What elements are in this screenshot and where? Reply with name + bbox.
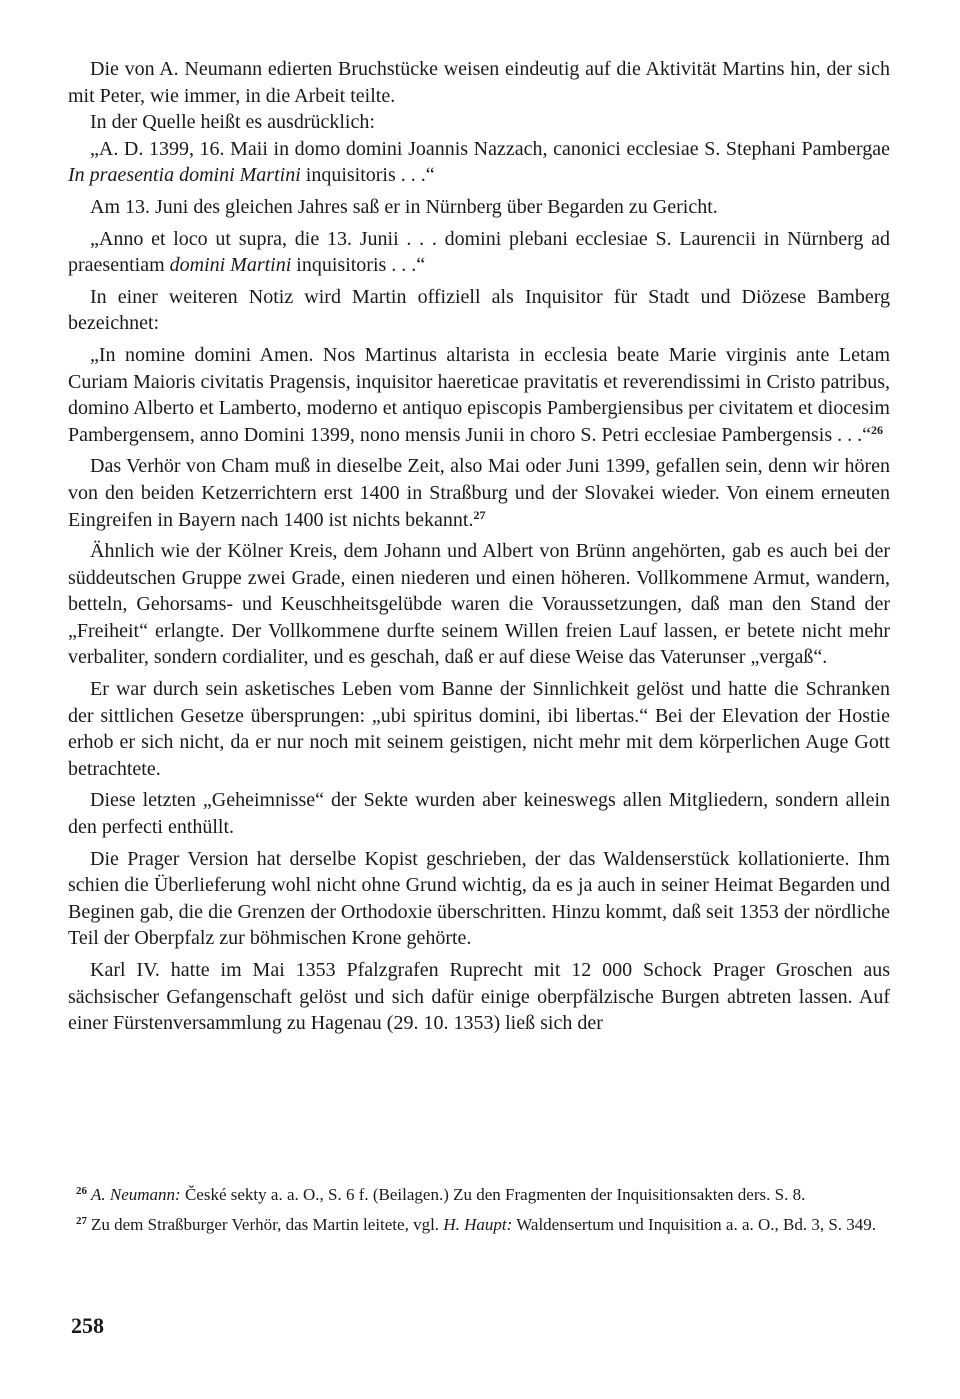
footnote-text: Waldensertum und Inquisition a. a. O., Bd. 3, S. 349. <box>512 1215 877 1234</box>
paragraph-text: Das Verhör von Cham muß in dieselbe Zeit, also Mai oder Juni 1399, gefallen sein, denn wir hören von den beiden Ketzerrichtern erst 1400 in Straßburg und der Slovakei wieder. Von einem erneuten Eingreifen in Bayern nach 1400 ist nichts bekannt. <box>68 455 890 531</box>
paragraph-text: Am 13. Juni des gleichen Jahres saß er in Nürnberg über Begarden zu Gericht. <box>90 195 718 218</box>
paragraph <box>68 284 890 337</box>
paragraph-text: In einer weiteren Notiz wird Martin offiziell als Inquisitor für Stadt und Diözese Bamberg bezeichnet: <box>68 285 890 335</box>
paragraph <box>68 194 890 221</box>
quotation-text: „Anno et loco ut supra, die 13. Junii . . . domini plebani ecclesiae S. Laurencii in Nürnberg ad praesentiam <box>68 227 890 277</box>
paragraph-text: Er war durch sein asketisches Leben vom Banne der Sinnlichkeit gelöst und hatte die Schranken der sittlichen Gesetze übersprungen: „ubi spiritus domini, ibi libertas.“ Bei der Elevation der Hostie erhob er sich nicht, da er nur noch mit seinem geistigen, nicht mehr mit dem körperlichen Auge Gott betrachtete. <box>68 678 890 780</box>
footnote-text: České sekty a. a. O., S. 6 f. (Beilagen.) Zu den Fragmenten der Inquisitionsakten ders. S. 8. <box>180 1185 806 1204</box>
paragraph <box>68 56 890 109</box>
footnote-author: H. Haupt: <box>443 1215 513 1234</box>
quotation <box>68 136 890 189</box>
paragraph <box>68 109 890 136</box>
footnote-number: 27 <box>76 1215 87 1227</box>
footnote <box>68 1182 890 1207</box>
footnote-author: A. Neumann: <box>91 1185 181 1204</box>
quotation-text: „In nomine domini Amen. Nos Martinus altarista in ecclesia beate Marie virginis ante Letam Curiam Maioris civitatis Pragensis, inquisitor haereticae pravitatis et reverendissimi in Cristo patribus, domino Alberto et Lamberto, moderno et antiquo episcopis Pambergiensibus per civitatem et diocesim Pambergensem, anno Domini 1399, nono mensis Junii in choro S. Petri ecclesiae Pambergensis . . .“ <box>68 343 890 446</box>
paragraph <box>68 957 890 1037</box>
footnote <box>68 1212 890 1237</box>
paragraph-text: Diese letzten „Geheimnisse“ der Sekte wurden aber keineswegs allen Mitgliedern, sondern allein den perfecti enthüllt. <box>68 789 890 839</box>
footnote-text: Zu dem Straßburger Verhör, das Martin leitete, vgl. <box>91 1215 444 1234</box>
footnotes <box>68 1182 890 1242</box>
paragraph <box>68 676 890 782</box>
paragraph <box>68 453 890 533</box>
main-text <box>68 56 890 1037</box>
page-number: 258 <box>71 1313 104 1338</box>
paragraph <box>68 846 890 952</box>
quotation <box>68 342 890 448</box>
italic-text: In praesentia domini Martini <box>68 164 301 187</box>
footnote-number: 26 <box>76 1185 87 1197</box>
paragraph <box>68 787 890 840</box>
paragraph-text: Karl IV. hatte im Mai 1353 Pfalzgrafen Ruprecht mit 12 000 Schock Prager Groschen aus sächsischer Gefangenschaft gelöst und sich dafür einige oberpfälzische Burgen abtreten lassen. Auf einer Fürstenversammlung zu Hagenau (29. 10. 1353) ließ sich der <box>68 959 890 1035</box>
paragraph-text: Ähnlich wie der Kölner Kreis, dem Johann und Albert von Brünn angehörten, gab es auch bei der süddeutschen Gruppe zwei Grade, einen niederen und einen höheren. Vollkommene Armut, wandern, betteln, Gehorsams- und Keuschheitsgelübde waren die Voraussetzungen, daß man den Stand der „Freiheit“ erlangte. Der Vollkommene durfte seinem Willen freien Lauf lassen, er betete nicht mehr verbaliter, sondern cordialiter, und es geschah, daß er auf diese Weise das Vaterunser „vergaß“. <box>68 540 890 669</box>
paragraph <box>68 538 890 671</box>
quotation-text: inquisitoris . . .“ <box>291 254 426 277</box>
footnote-ref[interactable]: 27 <box>473 507 486 522</box>
quotation <box>68 226 890 279</box>
paragraph-text: Die von A. Neumann edierten Bruchstücke weisen eindeutig auf die Aktivität Martins hin, der sich mit Peter, wie immer, in die Arbeit teilte. <box>68 58 890 107</box>
italic-text: domini Martini <box>169 254 292 277</box>
quotation-text: „A. D. 1399, 16. Maii in domo domini Joannis Nazzach, canonici ecclesiae S. Stephani Pambergae <box>90 137 890 160</box>
footnote-ref[interactable]: 26 <box>871 422 884 437</box>
quotation-text: inquisitoris . . .“ <box>300 164 435 187</box>
paragraph-text: In der Quelle heißt es ausdrücklich: <box>90 111 375 134</box>
paragraph-text: Die Prager Version hat derselbe Kopist geschrieben, der das Waldenserstück kollationierte. Ihm schien die Überlieferung wohl nicht ohne Grund wichtig, da es ja auch in seiner Heimat Begarden und Beginen gab, die die Grenzen der Orthodoxie überschritten. Hinzu kommt, daß seit 1353 der nördliche Teil der Oberpfalz zur böhmischen Krone gehörte. <box>68 847 890 950</box>
